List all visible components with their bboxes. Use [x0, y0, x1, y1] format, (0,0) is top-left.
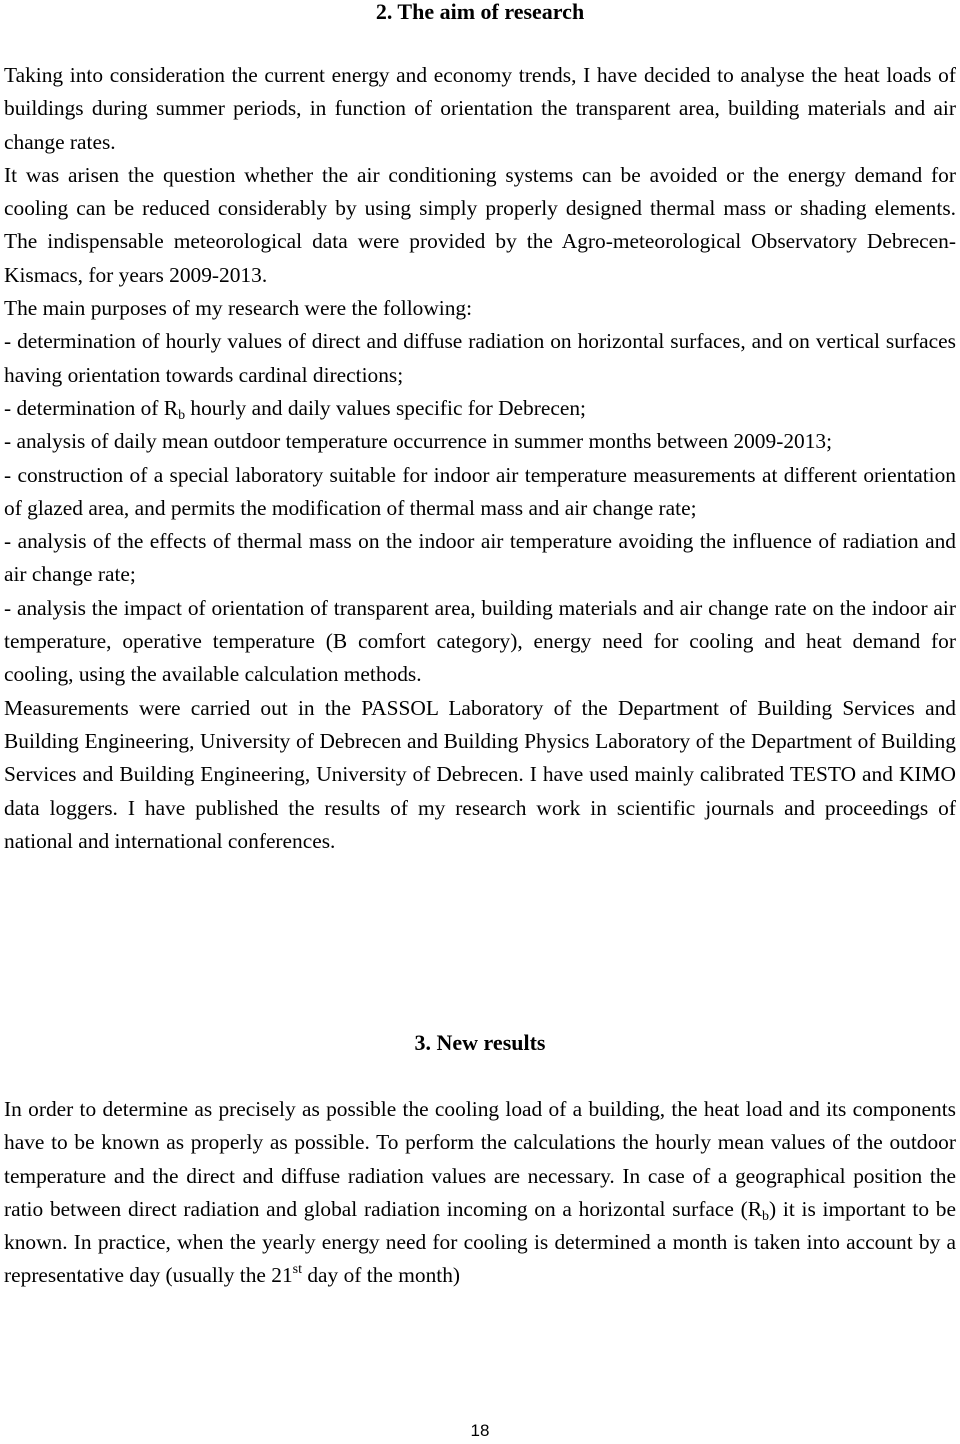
list-item-laboratory: - construction of a special laboratory suitable for indoor air temperature measurements at different orientation of glazed area, and permits the modification of thermal mass and air change rate; [4, 462, 956, 520]
rb-subscript: b [178, 407, 186, 423]
list-item-rb-post: hourly and daily values specific for Debrecen; [185, 395, 586, 420]
paragraph-measurements: Measurements were carried out in the PASSOL Laboratory of the Department of Building Services and Building Engineering, University of Debrecen and Building Physics Laboratory of the Department of Building Services and Building Engineering, University of Debrecen. I have used mainly calibrated TESTO and KIMO data loggers. I have published the results of my research work in scientific journals and proceedings of national and international conferences. [4, 695, 956, 853]
list-item-orientation: - analysis the impact of orientation of transparent area, building materials and air change rate on the indoor air temperature, operative temperature (B comfort category), energy need for cooling and heat demand for cooling, using the available calculation methods. [4, 595, 956, 687]
paragraph-question: It was arisen the question whether the air conditioning systems can be avoided or the energy demand for cooling can be reduced considerably by using simply properly designed thermal mass or shading elements. The indispensable meteorological data were provided by the Agro-meteorological Observatory Debrecen-Kismacs, for years 2009-2013. [4, 162, 956, 287]
section-new-results-body [4, 1093, 956, 1293]
section-aim-body [4, 59, 956, 858]
list-item-rb [4, 392, 956, 425]
ordinal-superscript: st [292, 1262, 303, 1278]
rb-subscript-2: b [762, 1208, 770, 1224]
paragraph-new-results [4, 1093, 956, 1293]
list-item-rb-pre: - determination of R [4, 395, 179, 420]
new-results-text-mid: ) it is important to be known. In practice, when the yearly energy need for cooling is determined a month is taken into account by a representative day (usually the 21 [4, 1196, 957, 1288]
list-item-radiation: - determination of hourly values of direct and diffuse radiation on horizontal surfaces, and on vertical surfaces having orientation towards cardinal directions; [4, 329, 956, 387]
paragraph-intro: Taking into consideration the current energy and economy trends, I have decided to analyse the heat loads of buildings during summer periods, in function of orientation the transparent area, building materials and air change rates. [4, 63, 956, 154]
section-heading-new-results: 3. New results [414, 1030, 546, 1055]
list-item-temperature: - analysis of daily mean outdoor temperature occurrence in summer months between 2009-2013; [4, 429, 833, 454]
list-item-thermal-mass: - analysis of the effects of thermal mass on the indoor air temperature avoiding the influence of radiation and air change rate; [4, 529, 956, 587]
section-heading-aim: 2. The aim of research [375, 0, 585, 24]
page-number: 18 [470, 1421, 490, 1440]
new-results-text-post: day of the month) [302, 1263, 461, 1288]
paragraph-purposes-intro: The main purposes of my research were the following: [4, 296, 473, 321]
new-results-text-pre: In order to determine as precisely as possible the cooling load of a building, the heat load and its components have to be known as properly as possible. To perform the calculations the hourly mean values of the outdoor temperature and the direct and diffuse radiation values are necessary. In case of a geographical position the ratio between direct radiation and global radiation incoming on a horizontal surface (R [4, 1097, 956, 1221]
